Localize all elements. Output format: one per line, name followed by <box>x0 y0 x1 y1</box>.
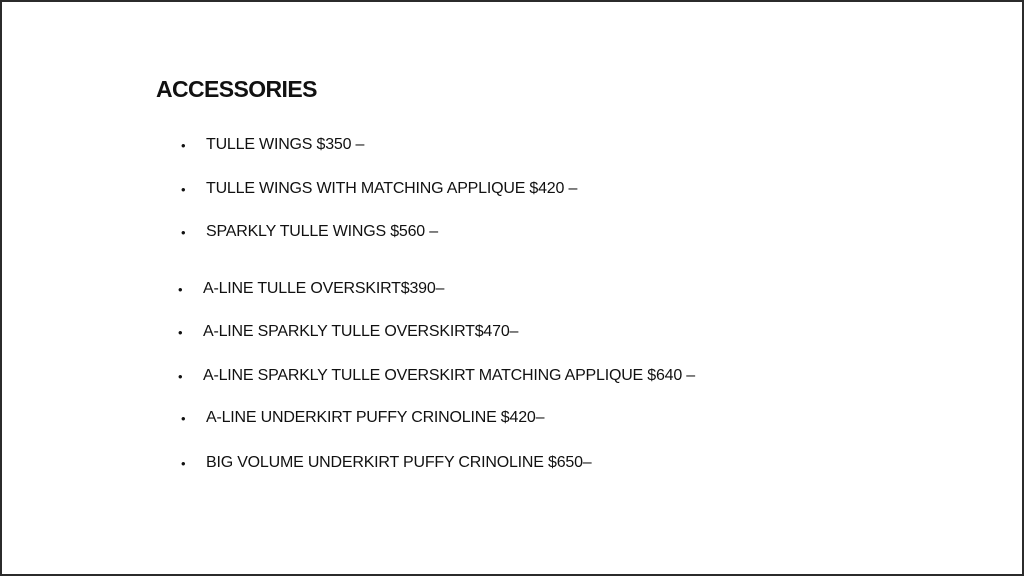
list-item-text: A-LINE SPARKLY TULLE OVERSKIRT MATCHING APPLIQUE $640 – <box>203 367 696 384</box>
bullet-icon: • <box>181 456 186 471</box>
list-item-text: A-LINE UNDERKIRT PUFFY CRINOLINE $420– <box>206 409 545 426</box>
list-item-text: TULLE WINGS WITH MATCHING APPLIQUE $420 – <box>206 180 578 197</box>
bullet-icon: • <box>178 325 183 340</box>
list-item-text: TULLE WINGS $350 – <box>206 136 365 153</box>
bullet-icon: • <box>181 138 186 153</box>
bullet-icon: • <box>178 369 183 384</box>
list-item-text: A-LINE TULLE OVERSKIRT$390– <box>203 280 445 297</box>
bullet-icon: • <box>181 225 186 240</box>
bullet-icon: • <box>181 182 186 197</box>
list-item-text: BIG VOLUME UNDERKIRT PUFFY CRINOLINE $650– <box>206 454 592 471</box>
bullet-icon: • <box>181 411 186 426</box>
list-item-text: A-LINE SPARKLY TULLE OVERSKIRT$470– <box>203 323 519 340</box>
bullet-icon: • <box>178 282 183 297</box>
list-item-text: SPARKLY TULLE WINGS $560 – <box>206 223 438 240</box>
slide-title: ACCESSORIES <box>156 76 317 102</box>
